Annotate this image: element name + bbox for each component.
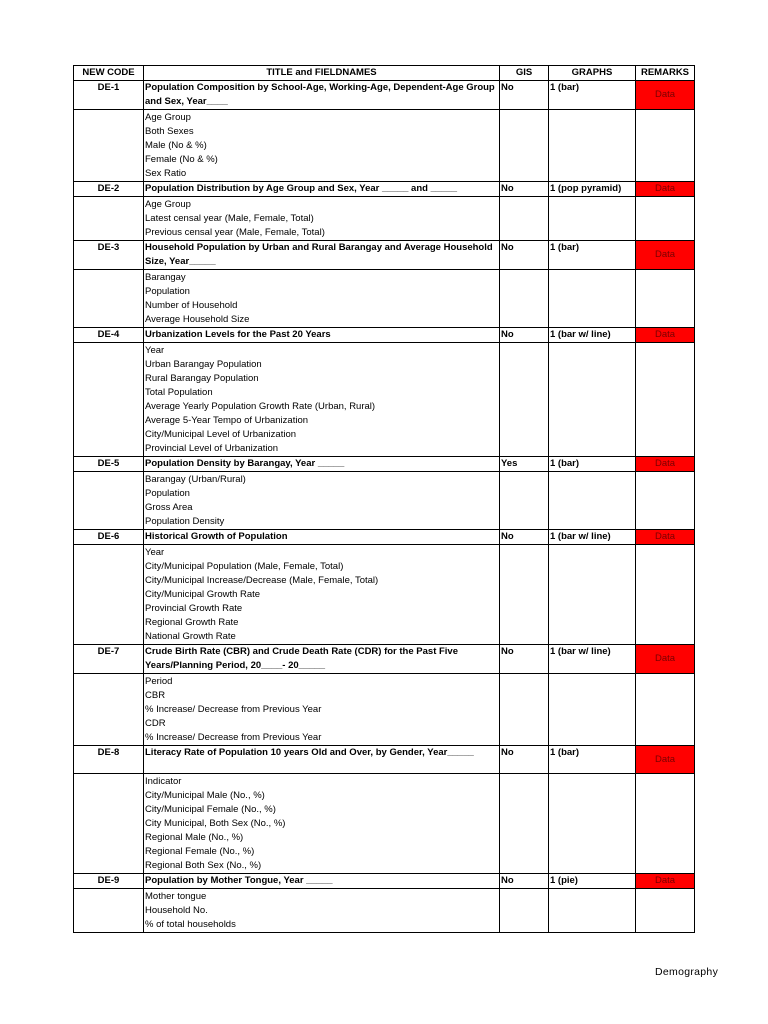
field-name: Period <box>145 676 173 687</box>
record-title-row <box>74 81 695 110</box>
empty-cell <box>549 889 636 933</box>
record-title: Crude Birth Rate (CBR) and Crude Death Rate (CDR) for the Past Five Years/Planning Period, 20____- 20_____ <box>144 645 500 674</box>
field-name: City/Municipal Increase/Decrease (Male, Female, Total) <box>145 575 379 586</box>
record-code: DE-8 <box>74 746 144 774</box>
field-name: Average Yearly Population Growth Rate (Urban, Rural) <box>145 401 376 412</box>
header-remarks: REMARKS <box>636 66 695 81</box>
record-graph: 1 (bar) <box>549 81 636 110</box>
record-fields-row <box>74 774 695 874</box>
empty-cell <box>500 674 549 746</box>
record-graph: 1 (pop pyramid) <box>549 182 636 197</box>
record-fields-row <box>74 110 695 182</box>
record-remark: Data <box>636 530 695 545</box>
record-title: Population by Mother Tongue, Year _____ <box>144 874 500 889</box>
empty-cell <box>636 545 695 645</box>
record-graph: 1 (bar) <box>549 241 636 270</box>
field-name: Male (No & %) <box>145 140 207 151</box>
record-graph: 1 (bar) <box>549 746 636 774</box>
field-name: Sex Ratio <box>145 168 187 179</box>
field-list <box>144 110 500 182</box>
field-name: City/Municipal Female (No., %) <box>145 804 276 815</box>
empty-cell <box>636 197 695 241</box>
empty-cell <box>74 889 144 933</box>
record-gis: No <box>500 746 549 774</box>
record-code: DE-5 <box>74 457 144 472</box>
record-fields-row <box>74 889 695 933</box>
record-title-row <box>74 457 695 472</box>
record-fields-row <box>74 472 695 530</box>
empty-cell <box>500 343 549 457</box>
record-remark: Data <box>636 241 695 270</box>
record-title: Literacy Rate of Population 10 years Old and Over, by Gender, Year_____ <box>144 746 500 774</box>
empty-cell <box>500 270 549 328</box>
field-name: % Increase/ Decrease from Previous Year <box>145 732 322 743</box>
record-gis: No <box>500 328 549 343</box>
record-title: Historical Growth of Population <box>144 530 500 545</box>
record-graph: 1 (bar w/ line) <box>549 530 636 545</box>
header-graphs: GRAPHS <box>549 66 636 81</box>
field-name: Age Group <box>145 199 191 210</box>
field-list <box>144 197 500 241</box>
record-title-row <box>74 241 695 270</box>
record-title: Population Composition by School-Age, Working-Age, Dependent-Age Group and Sex, Year____ <box>144 81 500 110</box>
record-gis: No <box>500 241 549 270</box>
record-remark: Data <box>636 182 695 197</box>
field-name: City/Municipal Level of Urbanization <box>145 429 297 440</box>
field-name: Regional Female (No., %) <box>145 846 255 857</box>
empty-cell <box>549 545 636 645</box>
field-list <box>144 674 500 746</box>
record-fields-row <box>74 270 695 328</box>
record-fields-row <box>74 674 695 746</box>
field-name: CBR <box>145 690 166 701</box>
record-fields-row <box>74 197 695 241</box>
field-list <box>144 545 500 645</box>
record-gis: No <box>500 874 549 889</box>
header-gis: GIS <box>500 66 549 81</box>
field-name: City/Municipal Population (Male, Female, Total) <box>145 561 344 572</box>
record-title: Population Density by Barangay, Year _____ <box>144 457 500 472</box>
record-title: Household Population by Urban and Rural Barangay and Average Household Size, Year_____ <box>144 241 500 270</box>
empty-cell <box>74 270 144 328</box>
empty-cell <box>636 110 695 182</box>
empty-cell <box>549 343 636 457</box>
field-list <box>144 889 500 933</box>
record-graph: 1 (bar w/ line) <box>549 645 636 674</box>
field-name: Average 5-Year Tempo of Urbanization <box>145 415 309 426</box>
field-name: Number of Household <box>145 300 238 311</box>
empty-cell <box>500 197 549 241</box>
empty-cell <box>549 472 636 530</box>
empty-cell <box>636 674 695 746</box>
field-name: Gross Area <box>145 502 193 513</box>
record-code: DE-4 <box>74 328 144 343</box>
empty-cell <box>549 674 636 746</box>
field-name: Female (No & %) <box>145 154 218 165</box>
record-title-row <box>74 746 695 774</box>
empty-cell <box>74 774 144 874</box>
field-name: Provincial Level of Urbanization <box>145 443 279 454</box>
record-remark: Data <box>636 874 695 889</box>
header-row <box>74 66 695 81</box>
field-name: Mother tongue <box>145 891 207 902</box>
empty-cell <box>74 110 144 182</box>
field-name: National Growth Rate <box>145 631 236 642</box>
empty-cell <box>500 545 549 645</box>
page-footer: Demography <box>655 966 719 978</box>
record-gis: No <box>500 530 549 545</box>
record-fields-row <box>74 343 695 457</box>
field-name: Total Population <box>145 387 213 398</box>
field-name: Average Household Size <box>145 314 250 325</box>
record-title-row <box>74 645 695 674</box>
field-name: City Municipal, Both Sex (No., %) <box>145 818 286 829</box>
record-code: DE-6 <box>74 530 144 545</box>
record-gis: No <box>500 81 549 110</box>
field-name: Regional Growth Rate <box>145 617 239 628</box>
field-name: Regional Both Sex (No., %) <box>145 860 262 871</box>
record-title-row <box>74 328 695 343</box>
field-name: Barangay <box>145 272 186 283</box>
field-name: Provincial Growth Rate <box>145 603 243 614</box>
empty-cell <box>636 270 695 328</box>
header-code: NEW CODE <box>74 66 144 81</box>
field-name: Household No. <box>145 905 208 916</box>
empty-cell <box>74 343 144 457</box>
record-code: DE-1 <box>74 81 144 110</box>
empty-cell <box>500 472 549 530</box>
record-remark: Data <box>636 457 695 472</box>
record-gis: No <box>500 182 549 197</box>
record-title: Urbanization Levels for the Past 20 Years <box>144 328 500 343</box>
record-remark: Data <box>636 328 695 343</box>
record-code: DE-9 <box>74 874 144 889</box>
field-list <box>144 774 500 874</box>
header-title: TITLE and FIELDNAMES <box>144 66 500 81</box>
empty-cell <box>500 889 549 933</box>
field-name: City/Municipal Male (No., %) <box>145 790 265 801</box>
record-code: DE-7 <box>74 645 144 674</box>
field-list <box>144 472 500 530</box>
field-name: Urban Barangay Population <box>145 359 262 370</box>
empty-cell <box>500 110 549 182</box>
record-remark: Data <box>636 746 695 774</box>
field-name: Age Group <box>145 112 191 123</box>
field-name: % of total households <box>145 919 236 930</box>
field-name: Latest censal year (Male, Female, Total) <box>145 213 314 224</box>
field-name: Year <box>145 345 165 356</box>
empty-cell <box>74 197 144 241</box>
empty-cell <box>500 774 549 874</box>
field-name: Rural Barangay Population <box>145 373 259 384</box>
record-fields-row <box>74 545 695 645</box>
record-title-row <box>74 874 695 889</box>
field-name: Regional Male (No., %) <box>145 832 244 843</box>
field-name: City/Municipal Growth Rate <box>145 589 261 600</box>
record-code: DE-2 <box>74 182 144 197</box>
empty-cell <box>549 774 636 874</box>
record-graph: 1 (bar) <box>549 457 636 472</box>
field-name: % Increase/ Decrease from Previous Year <box>145 704 322 715</box>
record-remark: Data <box>636 81 695 110</box>
field-name: Population Density <box>145 516 225 527</box>
empty-cell <box>636 343 695 457</box>
empty-cell <box>74 545 144 645</box>
empty-cell <box>636 889 695 933</box>
data-table <box>73 65 695 933</box>
empty-cell <box>74 472 144 530</box>
empty-cell <box>549 197 636 241</box>
empty-cell <box>636 472 695 530</box>
record-title: Population Distribution by Age Group and Sex, Year _____ and _____ <box>144 182 500 197</box>
record-remark: Data <box>636 645 695 674</box>
field-name: Both Sexes <box>145 126 194 137</box>
field-list <box>144 270 500 328</box>
record-title-row <box>74 530 695 545</box>
field-name: Population <box>145 488 190 499</box>
empty-cell <box>549 110 636 182</box>
record-code: DE-3 <box>74 241 144 270</box>
field-name: Previous censal year (Male, Female, Total) <box>145 227 325 238</box>
field-list <box>144 343 500 457</box>
field-name: Barangay (Urban/Rural) <box>145 474 246 485</box>
field-name: Indicator <box>145 776 182 787</box>
record-gis: No <box>500 645 549 674</box>
record-graph: 1 (bar w/ line) <box>549 328 636 343</box>
record-title-row <box>74 182 695 197</box>
empty-cell <box>549 270 636 328</box>
field-name: CDR <box>145 718 166 729</box>
field-name: Population <box>145 286 190 297</box>
empty-cell <box>74 674 144 746</box>
record-graph: 1 (pie) <box>549 874 636 889</box>
record-gis: Yes <box>500 457 549 472</box>
field-name: Year <box>145 547 165 558</box>
empty-cell <box>636 774 695 874</box>
